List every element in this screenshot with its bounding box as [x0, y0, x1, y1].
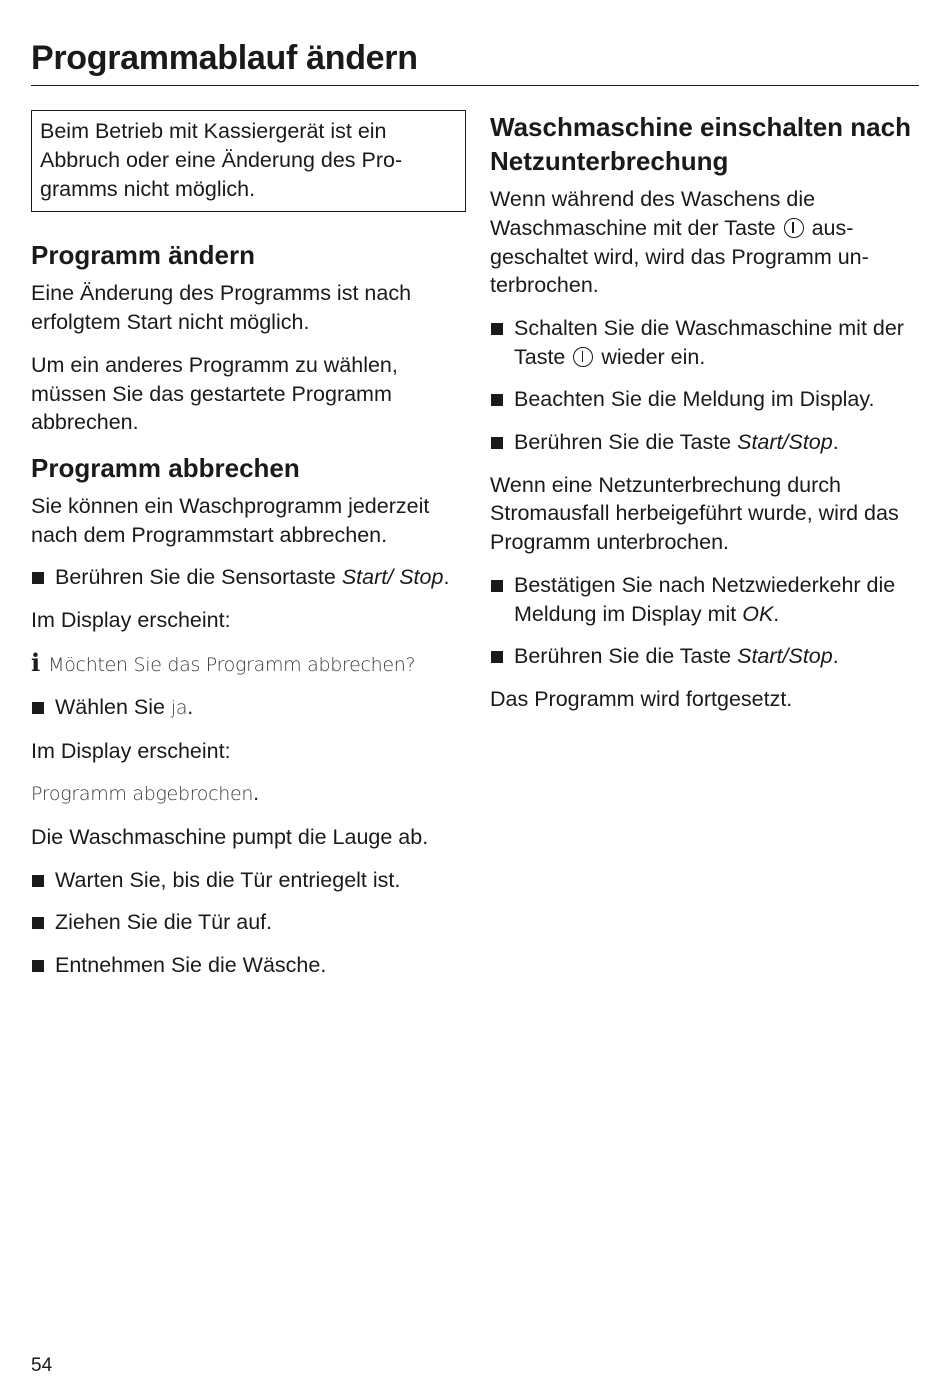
paragraph: Wenn eine Netzunterbrechung durch Stromausfall herbeigeführt wurde, wird das Programm unterbrochen.: [490, 472, 899, 555]
display-text: Programm abgebrochen: [31, 783, 254, 806]
page-title: Programmablauf ändern: [31, 39, 418, 77]
title-divider: [31, 85, 919, 86]
paragraph: Im Display erscheint:: [31, 607, 231, 632]
display-message: [31, 649, 466, 680]
paragraph: Sie können ein Waschprogramm jederzeit nach dem Programmstart abbrechen.: [31, 493, 430, 547]
key-name: Start/ Stop: [341, 565, 444, 590]
notice-box: Beim Betrieb mit Kassiergerät ist ein Abbruch oder eine Änderung des Programms nicht möglich.: [31, 110, 466, 212]
list-item: Entnehmen Sie die Wäsche.: [31, 951, 466, 980]
display-message: Programm abgebrochen.: [31, 781, 260, 806]
heading-programm-aendern: Programm ändern: [31, 240, 255, 271]
page-number: 54: [31, 1355, 53, 1376]
list-item: Ziehen Sie die Tür auf.: [31, 908, 466, 937]
heading-programm-abbrechen: Programm abbrechen: [31, 452, 300, 483]
paragraph: Eine Änderung des Programms ist nach erfolgtem Start nicht möglich.: [31, 281, 412, 335]
list-item: Bestätigen Sie nach Netzwiederkehr die Meldung im Display mit OK.: [490, 571, 922, 629]
right-column: [490, 110, 922, 727]
heading-netzunterbrechung: Waschmaschine einschalten nach Netzunterbrechung: [490, 112, 911, 176]
key-name: OK: [742, 601, 774, 626]
left-column: [31, 110, 466, 993]
power-icon: [784, 218, 804, 238]
info-icon: i: [31, 647, 41, 677]
key-name: Start/Stop: [737, 644, 833, 669]
paragraph: Wenn während des Waschens die Waschmaschine mit der Taste ausgeschaltet wird, wird das Programm unterbrochen.: [490, 187, 869, 298]
list-item: Berühren Sie die Sensortaste Start/ Stop.: [31, 563, 466, 592]
paragraph: Um ein anderes Programm zu wählen, müssen Sie das gestartete Programm abbrechen.: [31, 352, 398, 435]
display-option: ja: [170, 697, 188, 720]
paragraph: Im Display erscheint:: [31, 738, 231, 763]
key-name: Start/Stop: [737, 429, 833, 454]
paragraph: Das Programm wird fortgesetzt.: [490, 686, 793, 711]
list-item: Berühren Sie die Taste Start/Stop.: [490, 428, 922, 457]
power-icon: [573, 347, 593, 367]
list-item: Warten Sie, bis die Tür entriegelt ist.: [31, 866, 466, 895]
list-item: Beachten Sie die Meldung im Display.: [490, 385, 922, 414]
list-item: Berühren Sie die Taste Start/Stop.: [490, 642, 922, 671]
list-item: Schalten Sie die Waschmaschine mit der Taste wieder ein.: [490, 314, 922, 372]
list-item: Wählen Sie ja.: [31, 693, 466, 723]
paragraph: Die Waschmaschine pumpt die Lauge ab.: [31, 824, 429, 849]
display-text: Möchten Sie das Programm abbrechen?: [48, 653, 416, 676]
